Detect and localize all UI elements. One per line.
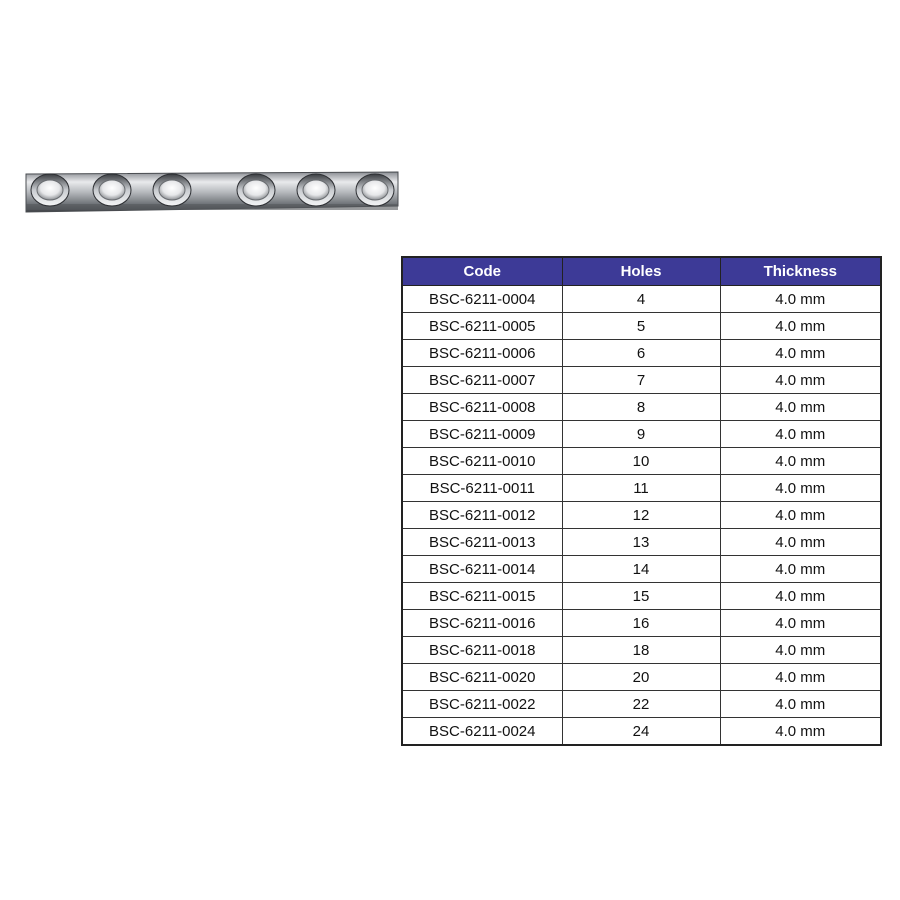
table-row bbox=[402, 421, 881, 448]
cell-thickness: 4.0 mm bbox=[720, 691, 881, 718]
cell-thickness: 4.0 mm bbox=[720, 475, 881, 502]
table-row bbox=[402, 610, 881, 637]
table-row bbox=[402, 691, 881, 718]
table-row bbox=[402, 394, 881, 421]
cell-thickness: 4.0 mm bbox=[720, 367, 881, 394]
cell-thickness: 4.0 mm bbox=[720, 394, 881, 421]
table-row bbox=[402, 340, 881, 367]
cell-holes: 7 bbox=[562, 367, 720, 394]
cell-code: BSC-6211-0010 bbox=[402, 448, 562, 475]
table-row bbox=[402, 529, 881, 556]
cell-holes: 13 bbox=[562, 529, 720, 556]
table-row bbox=[402, 556, 881, 583]
cell-thickness: 4.0 mm bbox=[720, 718, 881, 746]
table-row bbox=[402, 664, 881, 691]
cell-holes: 22 bbox=[562, 691, 720, 718]
table-row bbox=[402, 448, 881, 475]
cell-code: BSC-6211-0008 bbox=[402, 394, 562, 421]
table-row bbox=[402, 502, 881, 529]
plate-hole bbox=[93, 174, 131, 206]
cell-code: BSC-6211-0009 bbox=[402, 421, 562, 448]
cell-thickness: 4.0 mm bbox=[720, 286, 881, 313]
header-holes: Holes bbox=[562, 257, 720, 286]
cell-thickness: 4.0 mm bbox=[720, 448, 881, 475]
cell-holes: 18 bbox=[562, 637, 720, 664]
table-row bbox=[402, 286, 881, 313]
cell-holes: 24 bbox=[562, 718, 720, 746]
cell-thickness: 4.0 mm bbox=[720, 529, 881, 556]
bone-plate-image bbox=[20, 168, 402, 216]
cell-holes: 5 bbox=[562, 313, 720, 340]
cell-code: BSC-6211-0020 bbox=[402, 664, 562, 691]
cell-code: BSC-6211-0024 bbox=[402, 718, 562, 746]
cell-code: BSC-6211-0004 bbox=[402, 286, 562, 313]
cell-thickness: 4.0 mm bbox=[720, 421, 881, 448]
cell-holes: 11 bbox=[562, 475, 720, 502]
cell-holes: 8 bbox=[562, 394, 720, 421]
cell-code: BSC-6211-0022 bbox=[402, 691, 562, 718]
table-row bbox=[402, 583, 881, 610]
cell-thickness: 4.0 mm bbox=[720, 340, 881, 367]
header-thickness: Thickness bbox=[720, 257, 881, 286]
table-header-row bbox=[402, 257, 881, 286]
cell-holes: 10 bbox=[562, 448, 720, 475]
cell-code: BSC-6211-0018 bbox=[402, 637, 562, 664]
cell-code: BSC-6211-0005 bbox=[402, 313, 562, 340]
cell-thickness: 4.0 mm bbox=[720, 583, 881, 610]
plate-hole bbox=[237, 174, 275, 206]
table-row bbox=[402, 637, 881, 664]
cell-code: BSC-6211-0007 bbox=[402, 367, 562, 394]
cell-code: BSC-6211-0014 bbox=[402, 556, 562, 583]
plate-hole bbox=[153, 174, 191, 206]
spec-table bbox=[401, 256, 882, 746]
cell-code: BSC-6211-0011 bbox=[402, 475, 562, 502]
cell-holes: 20 bbox=[562, 664, 720, 691]
cell-holes: 6 bbox=[562, 340, 720, 367]
cell-code: BSC-6211-0013 bbox=[402, 529, 562, 556]
cell-thickness: 4.0 mm bbox=[720, 637, 881, 664]
cell-thickness: 4.0 mm bbox=[720, 664, 881, 691]
cell-holes: 14 bbox=[562, 556, 720, 583]
table-row bbox=[402, 313, 881, 340]
cell-thickness: 4.0 mm bbox=[720, 313, 881, 340]
plate-hole bbox=[297, 174, 335, 206]
cell-holes: 15 bbox=[562, 583, 720, 610]
cell-thickness: 4.0 mm bbox=[720, 502, 881, 529]
plate-hole bbox=[31, 174, 69, 206]
cell-thickness: 4.0 mm bbox=[720, 610, 881, 637]
cell-code: BSC-6211-0006 bbox=[402, 340, 562, 367]
cell-holes: 4 bbox=[562, 286, 720, 313]
plate-hole bbox=[356, 174, 394, 206]
header-code: Code bbox=[402, 257, 562, 286]
table-row bbox=[402, 367, 881, 394]
cell-code: BSC-6211-0012 bbox=[402, 502, 562, 529]
table-row bbox=[402, 475, 881, 502]
cell-code: BSC-6211-0016 bbox=[402, 610, 562, 637]
cell-holes: 12 bbox=[562, 502, 720, 529]
cell-thickness: 4.0 mm bbox=[720, 556, 881, 583]
cell-code: BSC-6211-0015 bbox=[402, 583, 562, 610]
table-row bbox=[402, 718, 881, 746]
cell-holes: 9 bbox=[562, 421, 720, 448]
cell-holes: 16 bbox=[562, 610, 720, 637]
